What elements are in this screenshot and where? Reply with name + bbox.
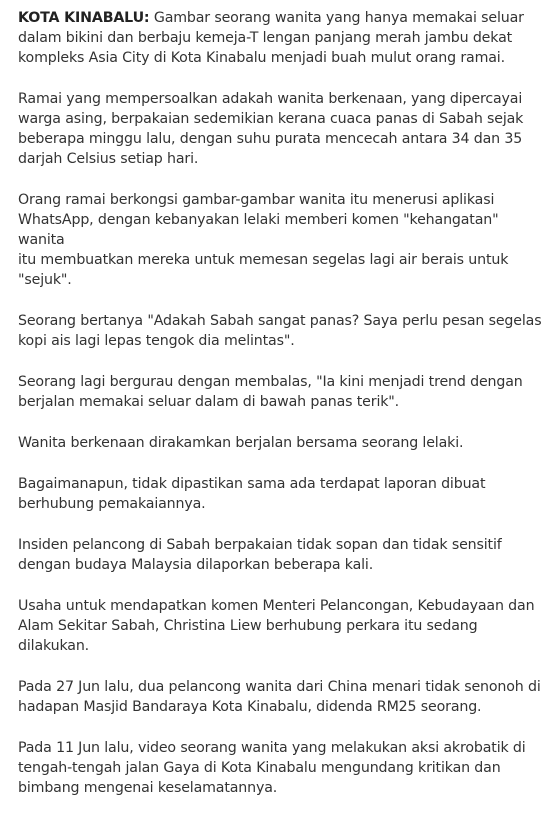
article-paragraph-10: Pada 27 Jun lalu, dua pelancong wanita dari China menari tidak senonoh di hadapan Masjid Bandaraya Kota Kinabalu, didenda RM25 seorang. — [18, 679, 541, 715]
article-paragraph-11: Pada 11 Jun lalu, video seorang wanita yang melakukan aksi akrobatik di tengah-tengah jalan Gaya di Kota Kinabalu mengundang kritikan dan bimbang mengenai keselamatannya. — [18, 740, 526, 796]
article-paragraph-3: Orang ramai berkongsi gambar-gambar wanita itu menerusi aplikasi WhatsApp, dengan kebanyakan lelaki memberi komen "kehangatan" wanita itu membuatkan mereka untuk memesan segelas lagi air berais untuk "sejuk". — [18, 192, 509, 288]
paragraph-text: Gambar seorang wanita yang hanya memakai seluar dalam bikini dan berbaju kemeja-T lengan panjang merah jambu dekat kompleks Asia City di Kota Kinabalu menjadi buah mulut orang ramai. — [18, 10, 524, 66]
article-body — [18, 8, 548, 819]
article-paragraph-7: Bagaimanapun, tidak dipastikan sama ada terdapat laporan dibuat berhubung pemakaiannya. — [18, 476, 486, 512]
article-paragraph-4: Seorang bertanya "Adakah Sabah sangat panas? Saya perlu pesan segelas kopi ais lagi lepas tengok dia melintas". — [18, 313, 542, 349]
article-paragraph-8: Insiden pelancong di Sabah berpakaian tidak sopan dan tidak sensitif dengan budaya Malaysia dilaporkan beberapa kali. — [18, 537, 502, 573]
article-paragraph-5: Seorang lagi bergurau dengan membalas, "Ia kini menjadi trend dengan berjalan memakai seluar dalam di bawah panas terik". — [18, 374, 523, 410]
article-paragraph-9: Usaha untuk mendapatkan komen Menteri Pelancongan, Kebudayaan dan Alam Sekitar Sabah, Christina Liew berhubung perkara itu sedang dilakukan. — [18, 598, 535, 654]
article-paragraph-1 — [18, 8, 548, 68]
article-paragraph-2: Ramai yang mempersoalkan adakah wanita berkenaan, yang dipercayai warga asing, berpakaian sedemikian kerana cuaca panas di Sabah sejak beberapa minggu lalu, dengan suhu purata mencecah antara 34 dan 35 darjah Celsius setiap hari. — [18, 91, 524, 167]
dateline: KOTA KINABALU: — [18, 10, 150, 26]
article-paragraph-6: Wanita berkenaan dirakamkan berjalan bersama seorang lelaki. — [18, 435, 464, 451]
